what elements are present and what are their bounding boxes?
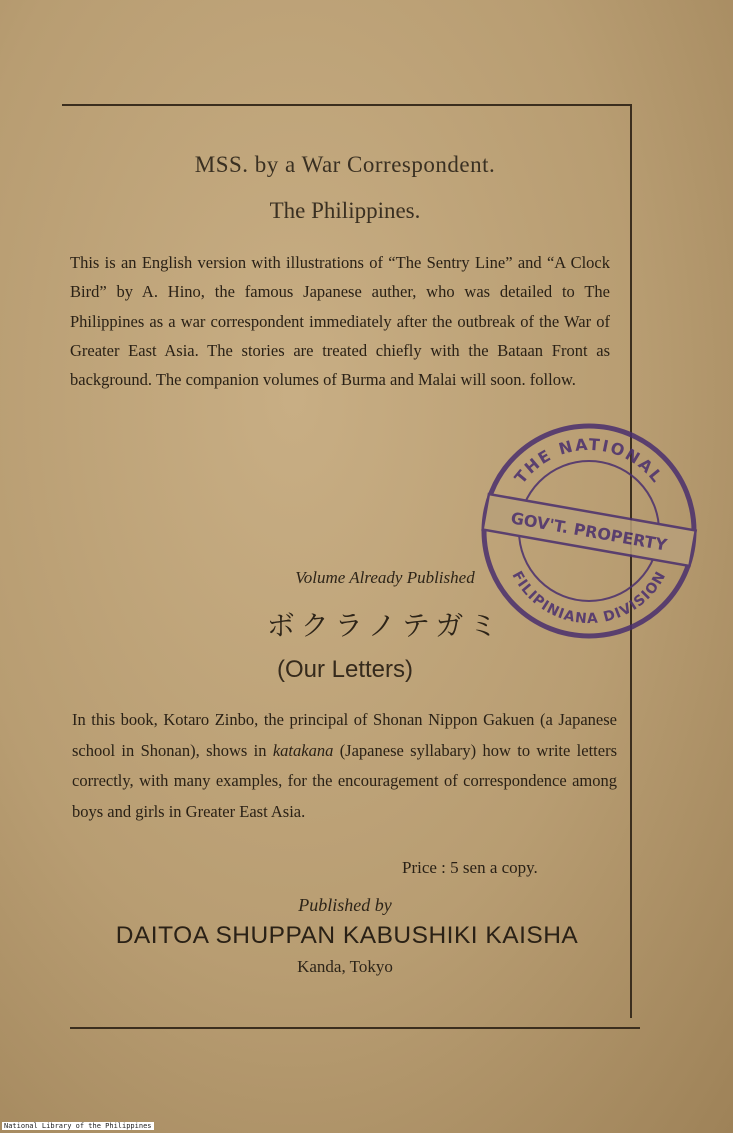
header-line-1: MSS. by a War Correspondent. <box>194 152 496 177</box>
published-by: Published by <box>298 895 392 915</box>
publisher-name: DAITOA SHUPPAN KABUSHIKI KAISHA <box>115 922 579 949</box>
publisher-location: Kanda, Tokyo <box>297 957 393 976</box>
stamp-top-text: THE NATIONAL <box>510 434 668 488</box>
price-line: Price : 5 sen a copy. <box>402 858 538 877</box>
desc-italic: katakana <box>272 740 334 760</box>
katakana-title: ボクラノテガミ <box>266 609 504 642</box>
volume-heading: Volume Already Published <box>295 568 475 587</box>
library-stamp <box>478 420 700 642</box>
border-bottom-rule <box>70 1027 640 1029</box>
stamp-band-text: GOV'T. PROPERTY <box>509 508 669 555</box>
footer-credit: National Library of the Philippines <box>4 1122 152 1130</box>
desc-after: (Japanese syllabary) how to write letters correctly, with many examples, for the encouragement of correspondence among boys and girls in Greater East Asia. <box>72 740 617 821</box>
header-line-2: The Philippines. <box>269 198 421 223</box>
stamp-bottom-text: FILIPINIANA DIVISION <box>508 568 670 628</box>
volume-description <box>72 705 617 827</box>
english-title: (Our Letters) <box>276 656 414 683</box>
border-top-rule <box>62 104 632 106</box>
intro-paragraph: This is an English version with illustrations of “The Sentry Line” and “A Clock Bird” by A. Hino, the famous Japanese auther, who was detailed to The Philippines as a war correspondent immediately after the outbreak of the War of Greater East Asia. The stories are treated chiefly with the Bataan Front as background. The companion volumes of Burma and Malai will soon. follow. <box>70 253 610 390</box>
desc-before: In this book, Kotaro Zinbo, the principal of Shonan Nippon Gakuen (a Japanese school in Shonan), shows in <box>72 710 617 760</box>
